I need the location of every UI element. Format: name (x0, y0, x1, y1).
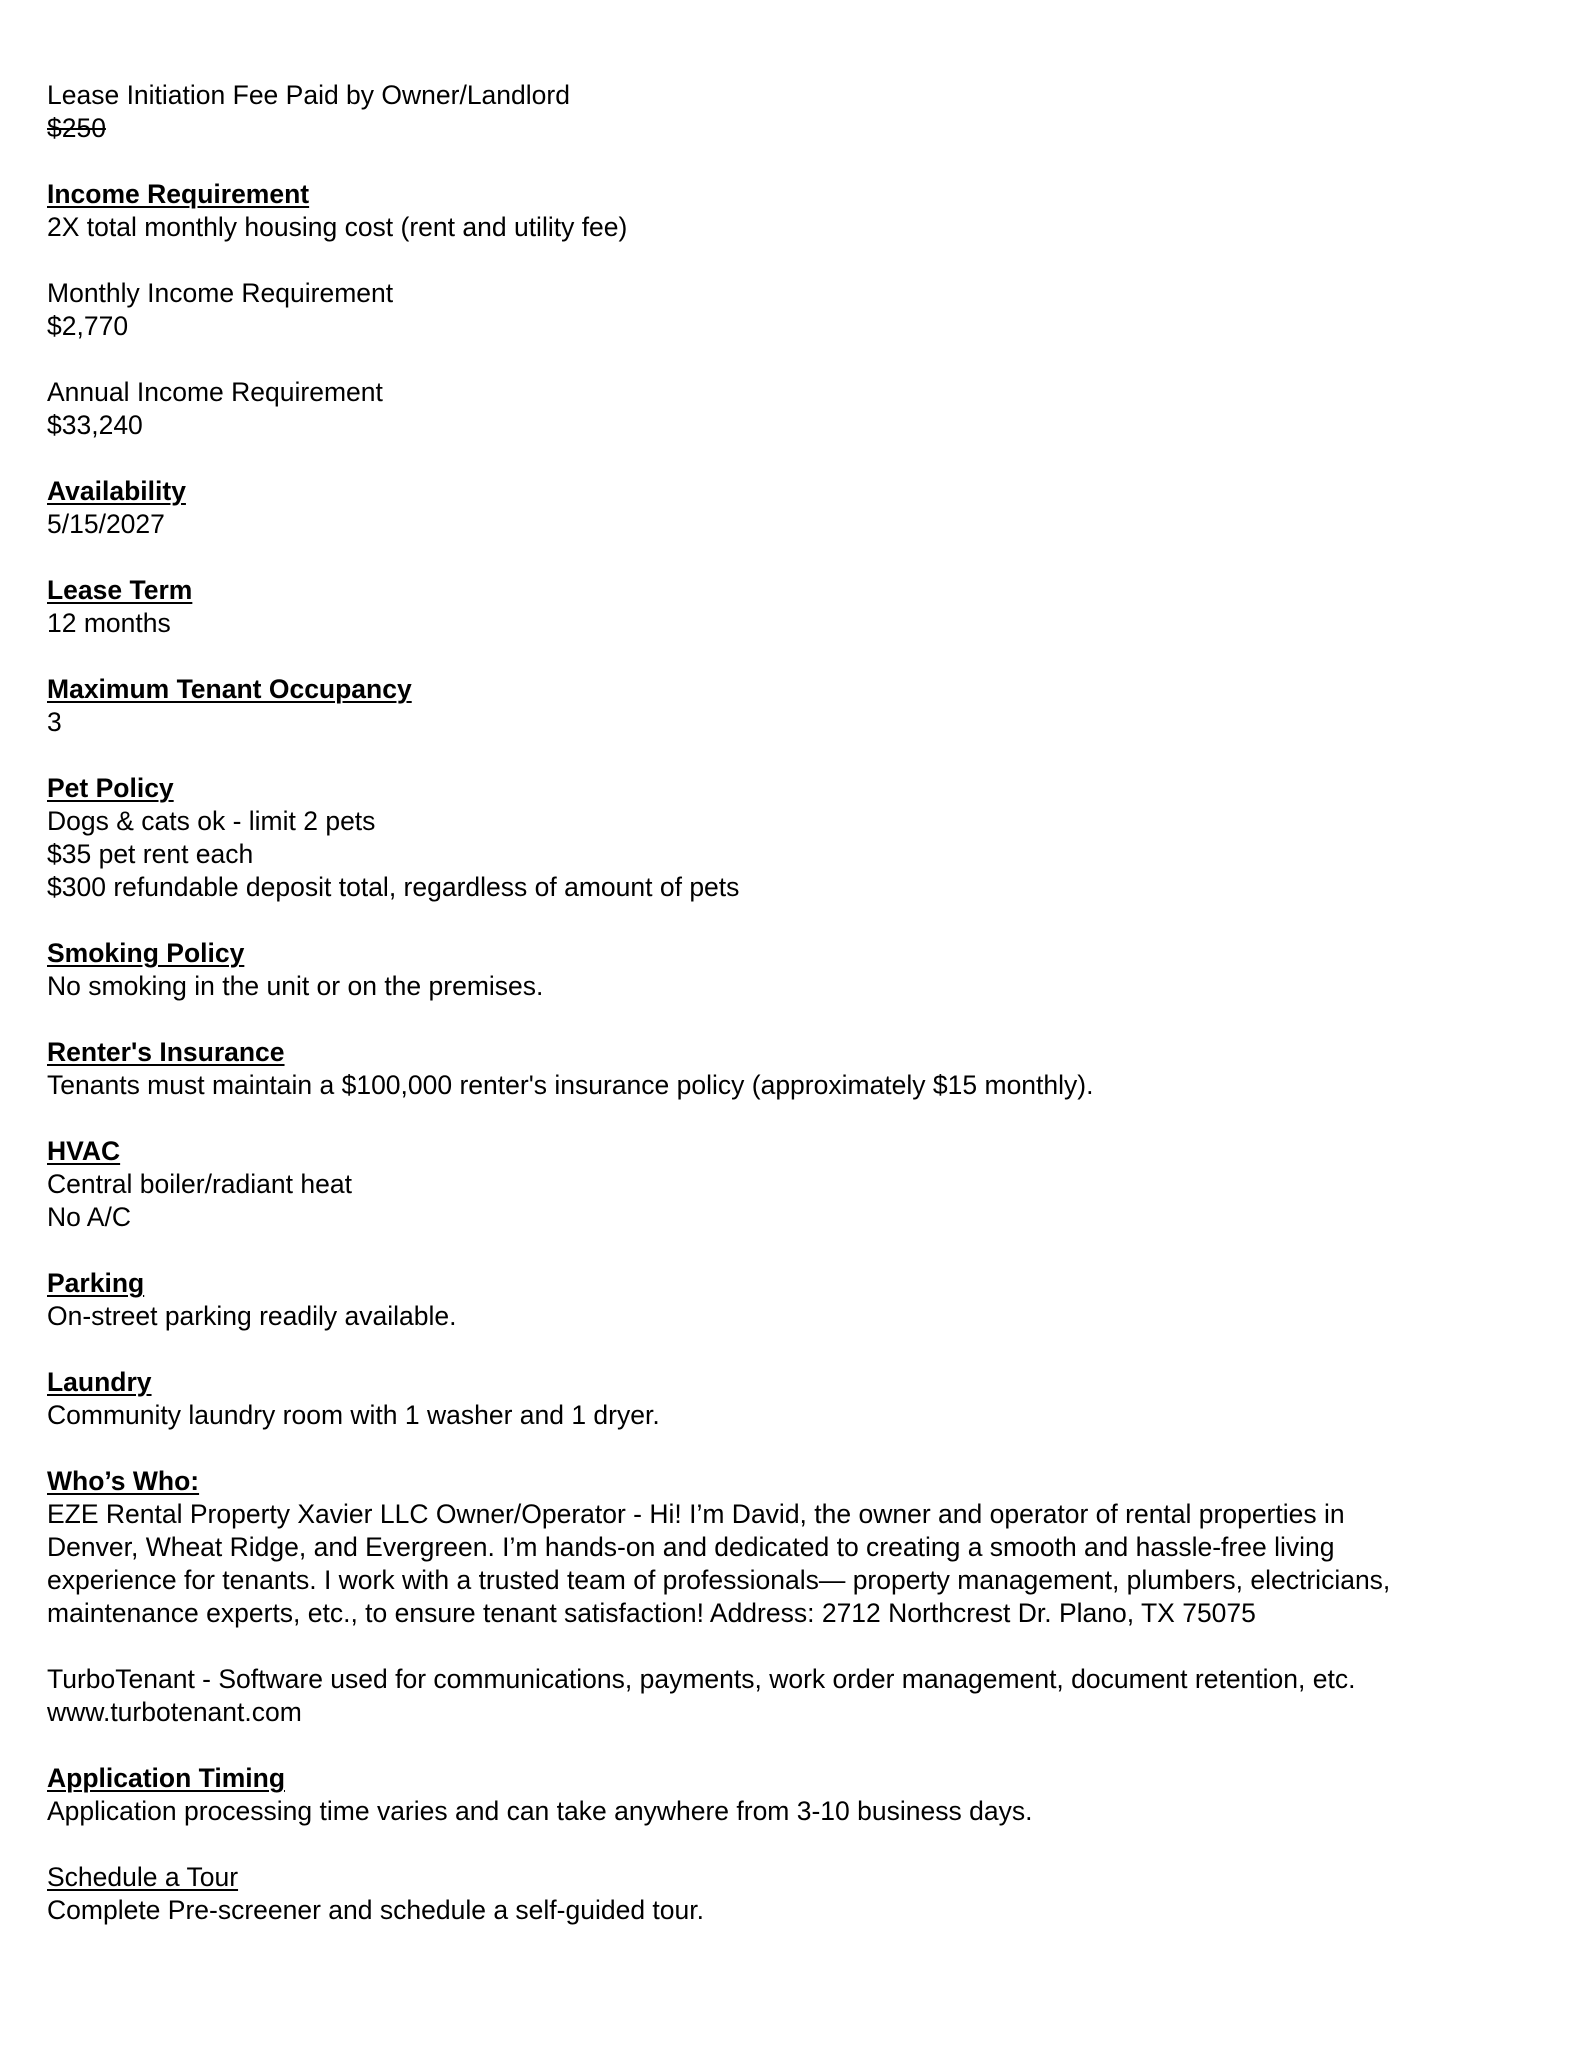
renters-insurance-heading: Renter's Insurance (47, 1037, 285, 1067)
hvac-heading: HVAC (47, 1136, 121, 1166)
pet-policy-line: Dogs & cats ok - limit 2 pets (47, 806, 376, 836)
application-timing-heading: Application Timing (47, 1763, 286, 1793)
availability-section (47, 475, 1547, 541)
schedule-tour-section (47, 1861, 1547, 1927)
laundry-section (47, 1366, 1547, 1432)
lease-term-heading: Lease Term (47, 575, 193, 605)
monthly-income-label: Monthly Income Requirement (47, 278, 394, 308)
monthly-income-value: $2,770 (47, 311, 129, 341)
turbotenant-section (47, 1663, 1547, 1729)
application-timing-text: Application processing time varies and can take anywhere from 3-10 business days. (47, 1796, 1033, 1826)
turbotenant-url[interactable]: www.turbotenant.com (47, 1697, 302, 1727)
smoking-policy-section (47, 937, 1547, 1003)
income-requirement-text: 2X total monthly housing cost (rent and utility fee) (47, 212, 628, 242)
turbotenant-text: TurboTenant - Software used for communications, payments, work order management, document retention, etc. (47, 1664, 1356, 1694)
annual-income-value: $33,240 (47, 410, 143, 440)
hvac-section (47, 1135, 1547, 1234)
laundry-heading: Laundry (47, 1367, 152, 1397)
max-occupancy-heading: Maximum Tenant Occupancy (47, 674, 412, 704)
smoking-policy-text: No smoking in the unit or on the premises. (47, 971, 544, 1001)
renters-insurance-section (47, 1036, 1547, 1102)
parking-section (47, 1267, 1547, 1333)
whos-who-line: EZE Rental Property Xavier LLC Owner/Operator - Hi! I’m David, the owner and operator of rental properties in (47, 1499, 1345, 1529)
income-requirement-section (47, 178, 1547, 244)
laundry-text: Community laundry room with 1 washer and 1 dryer. (47, 1400, 660, 1430)
whos-who-line: maintenance experts, etc., to ensure tenant satisfaction! Address: 2712 Northcrest Dr. Plano, TX 75075 (47, 1598, 1256, 1628)
renters-insurance-text: Tenants must maintain a $100,000 renter's insurance policy (approximately $15 monthly). (47, 1070, 1094, 1100)
pet-policy-line: $300 refundable deposit total, regardless of amount of pets (47, 872, 740, 902)
annual-income-section (47, 376, 1547, 442)
lease-fee-value: $250 (47, 113, 106, 143)
annual-income-label: Annual Income Requirement (47, 377, 383, 407)
pet-policy-line: $35 pet rent each (47, 839, 254, 869)
availability-heading: Availability (47, 476, 186, 506)
lease-term-section (47, 574, 1547, 640)
income-requirement-heading: Income Requirement (47, 179, 310, 209)
lease-fee-section (47, 79, 1547, 145)
schedule-tour-heading: Schedule a Tour (47, 1862, 239, 1892)
application-timing-section (47, 1762, 1547, 1828)
pet-policy-section (47, 772, 1547, 904)
whos-who-heading: Who’s Who: (47, 1466, 200, 1496)
smoking-policy-heading: Smoking Policy (47, 938, 245, 968)
whos-who-section (47, 1465, 1547, 1630)
pet-policy-heading: Pet Policy (47, 773, 174, 803)
hvac-line: Central boiler/radiant heat (47, 1169, 352, 1199)
monthly-income-section (47, 277, 1547, 343)
availability-value: 5/15/2027 (47, 509, 165, 539)
document-body (47, 79, 1547, 1960)
schedule-tour-text: Complete Pre-screener and schedule a self-guided tour. (47, 1895, 704, 1925)
whos-who-line: experience for tenants. I work with a trusted team of professionals— property management, plumbers, electricians, (47, 1565, 1391, 1595)
parking-text: On-street parking readily available. (47, 1301, 457, 1331)
hvac-line: No A/C (47, 1202, 131, 1232)
max-occupancy-value: 3 (47, 707, 62, 737)
lease-fee-label: Lease Initiation Fee Paid by Owner/Landlord (47, 80, 570, 110)
whos-who-line: Denver, Wheat Ridge, and Evergreen. I’m hands-on and dedicated to creating a smooth and hassle-free living (47, 1532, 1335, 1562)
parking-heading: Parking (47, 1268, 145, 1298)
max-occupancy-section (47, 673, 1547, 739)
lease-term-value: 12 months (47, 608, 171, 638)
